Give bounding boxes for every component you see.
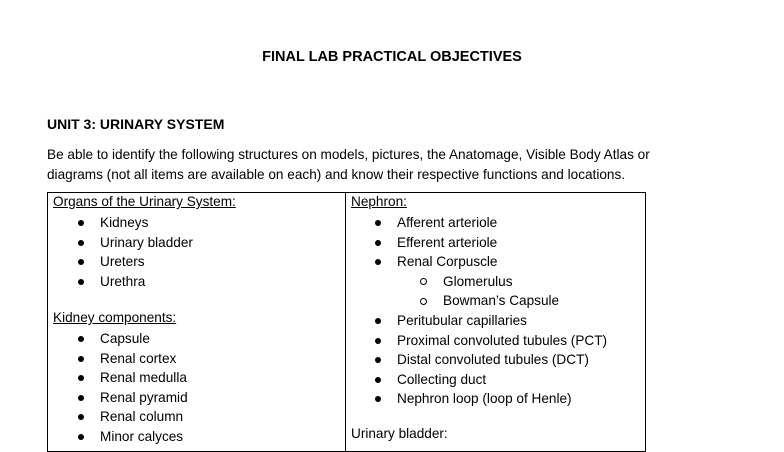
list-item-label: Urinary bladder xyxy=(100,234,193,250)
list-item xyxy=(397,311,607,331)
bullet-icon xyxy=(375,396,381,402)
list-item xyxy=(397,389,607,409)
list-item xyxy=(100,329,188,349)
bullet-icon xyxy=(375,357,381,363)
list-item-label: Ureters xyxy=(100,254,145,270)
list-item-label: Efferent arteriole xyxy=(397,234,498,250)
sub-list-item xyxy=(397,272,607,292)
sub-list-item xyxy=(397,291,607,311)
hollow-bullet-icon xyxy=(420,278,427,285)
bullet-icon xyxy=(375,318,381,324)
list-item xyxy=(100,368,188,388)
bullet-icon xyxy=(78,356,84,362)
organs-section-title: Organs of the Urinary System: xyxy=(53,194,236,209)
bullet-icon xyxy=(78,414,84,420)
list-item-label: Renal Corpuscle xyxy=(397,254,498,270)
list-item-label: Minor calyces xyxy=(100,428,184,444)
list-item xyxy=(100,407,188,427)
bullet-icon xyxy=(78,336,84,342)
list-item-label: Renal cortex xyxy=(100,350,177,366)
list-item xyxy=(397,252,607,272)
list-item-label: Proximal convoluted tubules (PCT) xyxy=(397,332,608,348)
organs-list xyxy=(100,213,193,291)
bullet-icon xyxy=(78,259,84,265)
bullet-icon xyxy=(375,220,381,226)
list-item-label: Renal pyramid xyxy=(100,389,188,405)
list-item-label: Capsule xyxy=(100,331,150,346)
list-item-label: Urethra xyxy=(100,273,146,289)
kidney-components-list xyxy=(100,329,188,447)
bullet-icon xyxy=(78,434,84,440)
list-item-label: Distal convoluted tubules (DCT) xyxy=(397,352,589,368)
list-item xyxy=(397,233,607,253)
bullet-icon xyxy=(78,220,84,226)
urinary-bladder-section-title: Urinary bladder: xyxy=(351,426,448,441)
list-item-label: Kidneys xyxy=(100,215,149,230)
left-column xyxy=(48,193,346,451)
list-item xyxy=(100,349,188,369)
list-item xyxy=(100,272,193,292)
hollow-bullet-icon xyxy=(420,298,427,305)
bullet-icon xyxy=(78,375,84,381)
list-item xyxy=(100,252,193,272)
list-item xyxy=(100,233,193,253)
list-item-label: Nephron loop (loop of Henle) xyxy=(397,391,572,407)
instructions-line-2: diagrams (not all items are available on each) and know their respective functions and locations. xyxy=(47,166,626,182)
page-title: FINAL LAB PRACTICAL OBJECTIVES xyxy=(262,49,522,65)
list-item xyxy=(100,388,188,408)
bullet-icon xyxy=(375,338,381,344)
bullet-icon xyxy=(78,395,84,401)
list-item-label: Renal medulla xyxy=(100,370,187,386)
sub-list-item-label: Bowman’s Capsule xyxy=(443,293,560,309)
list-item-label: Afferent arteriole xyxy=(397,215,498,230)
list-item-label: Collecting duct xyxy=(397,371,487,387)
list-item xyxy=(100,427,188,447)
list-item xyxy=(100,213,193,233)
bullet-icon xyxy=(375,259,381,265)
sub-list-item-label: Glomerulus xyxy=(443,273,513,289)
bullet-icon xyxy=(78,240,84,246)
bullet-icon xyxy=(78,279,84,285)
objectives-table xyxy=(47,192,646,452)
nephron-section-title: Nephron: xyxy=(351,194,407,209)
unit-heading: UNIT 3: URINARY SYSTEM xyxy=(47,116,225,132)
list-item xyxy=(397,331,607,351)
list-item xyxy=(397,350,607,370)
list-item-label: Renal column xyxy=(100,409,184,425)
bullet-icon xyxy=(375,240,381,246)
bullet-icon xyxy=(375,377,381,383)
list-item xyxy=(397,213,607,233)
list-item xyxy=(397,370,607,390)
instructions-line-1: Be able to identify the following structures on models, pictures, the Anatomage, Visible Body Atlas or xyxy=(47,147,650,162)
instructions-paragraph xyxy=(47,145,707,184)
list-item-label: Peritubular capillaries xyxy=(397,312,527,328)
right-column xyxy=(346,193,645,451)
kidney-components-title: Kidney components: xyxy=(53,310,177,325)
nephron-list xyxy=(397,213,607,409)
